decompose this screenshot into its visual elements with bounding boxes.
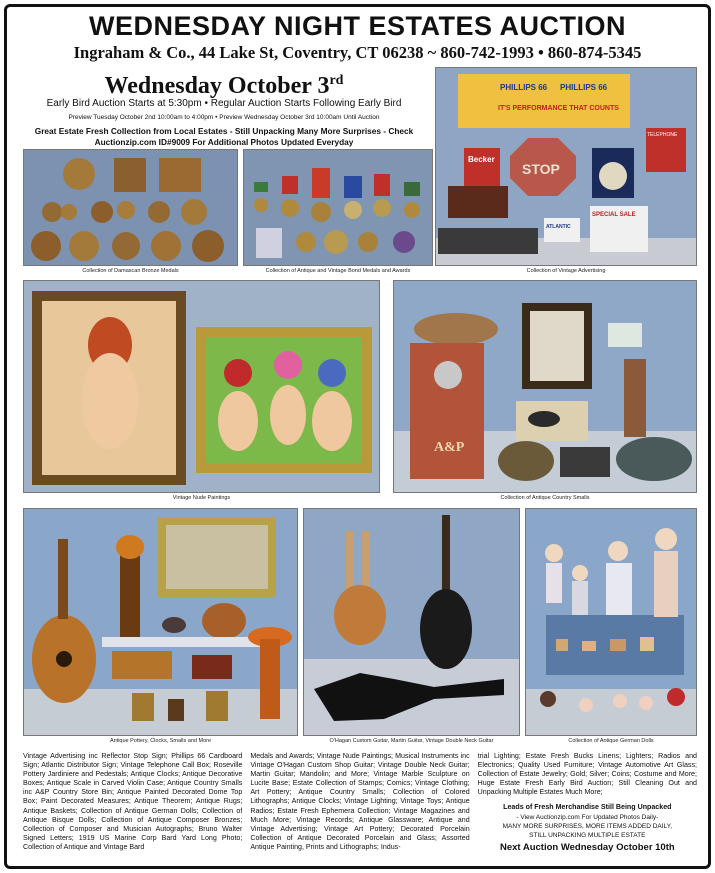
photo-country-smalls	[393, 280, 697, 493]
nude-paintings-illustration	[24, 281, 380, 493]
phillips-right-text: PHILLIPS 66	[560, 83, 608, 92]
flyer-frame	[4, 4, 711, 869]
photo-german-dolls	[525, 508, 697, 736]
great-estate-line: Great Estate Fresh Collection from Local Estates - Still Unpacking Many More Surprises - Check Auctionzip.com ID#9009 For Additional Photos Updated Everyday	[34, 126, 414, 147]
medals-illustration	[24, 150, 238, 266]
caption-country-smalls: Collection of Antique Country Smalls	[500, 495, 590, 501]
preview-line: Preview Tuesday October 2nd 10:00am to 4:00pm • Preview Wednesday October 3rd 10:00am Until Auction	[68, 114, 380, 121]
caption-guitars: O'Hagan Custom Guitar, Martin Guitar, Vintage Double Neck Guitar	[329, 738, 494, 744]
photo-bronze-medals	[23, 149, 238, 266]
date-main: Wednesday October 3	[104, 73, 330, 99]
dolls-illustration	[526, 509, 697, 736]
auction-date	[25, 67, 423, 100]
ap-bin-text: A&P	[434, 440, 465, 455]
advertising-illustration	[436, 68, 697, 266]
description-col-3	[478, 752, 697, 867]
flyer-title: WEDNESDAY NIGHT ESTATES AUCTION	[88, 11, 627, 41]
atlantic-text: ATLANTIC	[546, 224, 571, 230]
caption-advertising: Collection of Vintage Advertising	[526, 268, 606, 274]
phillips-left-text: PHILLIPS 66	[500, 83, 548, 92]
caption-bronze-medals: Collection of Damascan Bronze Medals	[82, 268, 179, 274]
description-columns	[23, 752, 697, 867]
caption-pottery-clocks: Antique Pottery, Clocks, Smalls and More	[109, 738, 212, 744]
leads-line: Leads of Fresh Merchandise Still Being Unpacked	[503, 803, 672, 812]
caption-bond-medals: Collection of Antique and Vintage Bond Medals and Awards	[265, 268, 411, 274]
address-line: Ingraham & Co., 44 Lake St, Coventry, CT 06238 ~ 860-742-1993 • 860-874-5345	[73, 43, 642, 62]
description-col-3-text: trial Lighting; Estate Fresh Bucks Linens; Lighters; Radios and Electronics; Quality Used Furniture; Vintage Automotive Art Glass; Collection of Estate Jewelry; Gold; Silver; Coins; Costume and More; Huge Estate Fresh Early Bird Auction; Still Cleaning Out and Unpacking Multiple Estates Much More;	[477, 752, 697, 797]
view-auctionzip-line: - View Auctionzip.com For Updated Photos Daily-	[516, 813, 659, 821]
still-unpacking-line: STILL UNPACKING MULTIPLE ESTATE	[529, 831, 646, 839]
photo-nude-paintings	[23, 280, 380, 493]
more-surprises-line: MANY MORE SURPRISES, MORE ITEMS ADDED DAILY,	[502, 822, 673, 830]
phillips-slogan-text: IT'S PERFORMANCE THAT COUNTS	[498, 105, 619, 112]
photo-bond-medals	[243, 149, 433, 266]
bond-medals-illustration	[244, 150, 433, 266]
becker-text: Becker	[468, 155, 495, 164]
photo-pottery-clocks	[23, 508, 298, 736]
guitars-illustration	[304, 509, 520, 736]
description-col-1: Vintage Advertising inc Reflector Stop Sign; Phillips 66 Cardboard Sign; Atlantic Distributor Sign; Vintage Telephone Call Box; Roseville Pottery Jardiniere and Pedestals; Antique Clocks; Antique Decorative Boxes; Antique Scale in Carved Violin Case; Antique Country Smalls inc A&P Country Store Bin; Antique Painted Decorated Dome Top Box; Paint Decorated Measures; Antique Theorem; Antique Rugs; Antique Baskets; Collection of Antique German Dolls; Collection of Antique Bisque Dolls; Collection of Antique Composer Bronzes; Collection of Composer and Musician Autographs; Bruno Walter Signed Letters; 1919 US Marine Corp Bard Yard Long Photo; Collection of Antique and Vintage Bard	[23, 752, 243, 851]
stop-text: STOP	[522, 161, 560, 177]
special-sale-text: SPECIAL SALE	[592, 212, 636, 218]
description-col-2: Medals and Awards; Vintage Nude Paintings; Musical Instruments inc Vintage O'Hagan Custom Shop Guitar; Vintage Double Neck Guitar; Martin Guitar; Mandolin; and More; Vintage Marble Sculpture on Lucite Base; Estate Collection of Stamps; Comics; Vintage Clothing; Art Pottery; Antique Country Smalls; Collection of Colored Lithographs; Antique Clocks; Vintage Lighting; Vintage Toys; Antique Radios; Estate Fresh Ephemera Collection; Vintage Magazines and Much More; Vintage Records; Antique Glassware; Antique and Vintage Advertising; Vintage Art Pottery; Decorated Porcelain Collection of Antique Decorated Porcelain and Glass; Assorted Antique Painting, Prints and Lithographs; Indus-	[250, 752, 470, 851]
country-smalls-illustration	[394, 281, 697, 493]
early-bird-line: Early Bird Auction Starts at 5:30pm • Regular Auction Starts Following Early Bird	[46, 98, 402, 109]
next-auction-line: Next Auction Wednesday October 10th	[499, 841, 675, 853]
caption-nude-paintings: Vintage Nude Paintings	[172, 495, 231, 501]
caption-german-dolls: Collection of Antique German Dolls	[568, 738, 654, 744]
telephone-text: TELEPHONE	[647, 132, 678, 138]
photo-guitars	[303, 508, 520, 736]
photo-advertising	[435, 67, 697, 266]
date-suffix: rd	[329, 73, 344, 88]
pottery-illustration	[24, 509, 298, 736]
